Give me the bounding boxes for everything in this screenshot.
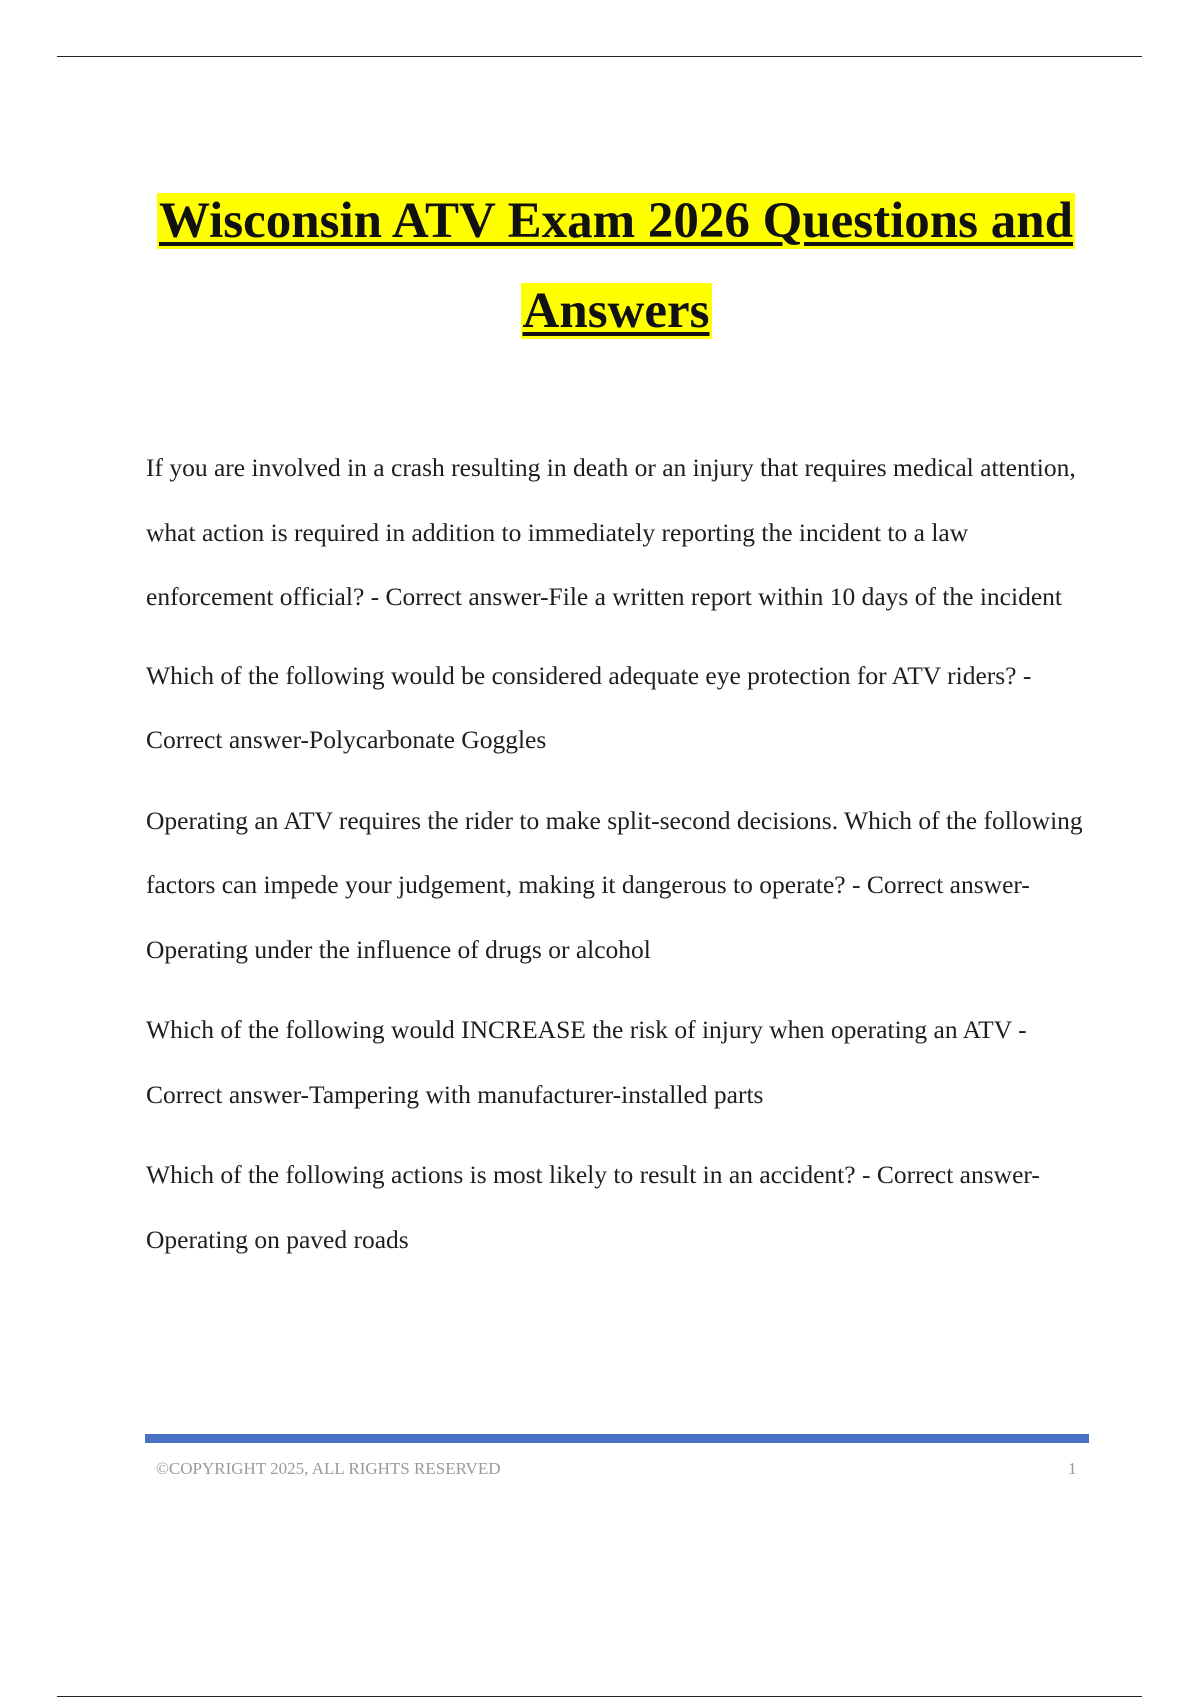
- qa-item: Which of the following would be considered adequate eye protection for ATV riders? - Correct answer-Polycarbonate Goggles: [146, 660, 1032, 754]
- page-title: [146, 176, 1086, 356]
- qa-item: If you are involved in a crash resulting in death or an injury that requires medical attention, what action is required in addition to immediately reporting the incident to a law enforcement official? - Correct answer-File a written report within 10 days of the incident: [146, 453, 1076, 611]
- qa-item: Which of the following would INCREASE the risk of injury when operating an ATV - Correct answer-Tampering with manufacturer-installed parts: [146, 1015, 1027, 1109]
- qa-item: Operating an ATV requires the rider to make split-second decisions. Which of the following factors can impede your judgement, making it dangerous to operate? - Correct answer-Operating under the influence of drugs or alcohol: [146, 805, 1083, 964]
- footer-bar: [145, 1434, 1089, 1443]
- page-title-text: Wisconsin ATV Exam 2026 Questions and Answers: [159, 193, 1073, 339]
- footer-page-number: 1: [1068, 1459, 1077, 1478]
- qa-list: [146, 436, 1096, 1288]
- top-rule: [57, 56, 1142, 57]
- bottom-rule: [57, 1696, 1142, 1697]
- footer-copyright: ©COPYRIGHT 2025, ALL RIGHTS RESERVED: [156, 1459, 501, 1478]
- qa-item: Which of the following actions is most likely to result in an accident? - Correct answer-Operating on paved roads: [146, 1160, 1040, 1254]
